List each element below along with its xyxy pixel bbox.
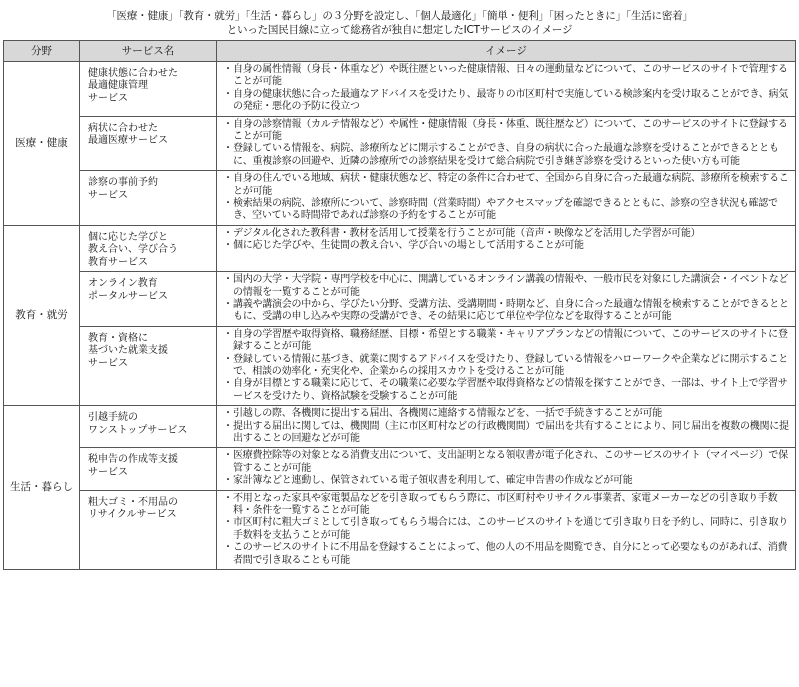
bullet-text: 引越しの際、各機関に提出する届出、各機関に連絡する情報などを、一括で手続きすることが可能: [233, 408, 662, 420]
description-bullet: [223, 542, 791, 567]
image-description-cell: [217, 62, 796, 117]
service-name-cell: [80, 272, 217, 327]
table-row: [4, 272, 796, 327]
description-bullet: [223, 274, 791, 299]
service-name-line: 診察の事前予約: [88, 177, 158, 189]
service-name-line: 最適医療サービス: [88, 135, 168, 147]
bullet-mark: ・: [223, 118, 233, 130]
document-caption: [3, 0, 796, 40]
header-image: イメージ: [217, 41, 796, 62]
category-cell: 生活・暮らし: [4, 406, 80, 570]
service-name-line: 引越手続の: [88, 412, 138, 424]
bullet-text: 提出する届出に関しては、機関間（主に市区町村などの行政機関間）で届出を共有することにより、同じ届出を複数の機関に提出することの回避などが可能: [233, 420, 789, 444]
table-row: [4, 406, 796, 448]
image-description-cell: [217, 225, 796, 271]
bullet-text: このサービスのサイトに不用品を登録することによって、他の人の不用品を閲覧でき、自分にとって必要なものがあれば、消費者間で引き取ることも可能: [233, 542, 788, 566]
service-name-cell: [80, 62, 217, 117]
image-description-cell: [217, 326, 796, 405]
ict-services-table: [3, 40, 796, 570]
image-description-cell: [217, 171, 796, 226]
image-description-cell: [217, 406, 796, 448]
service-name-cell: [80, 448, 217, 490]
service-name-line: サービス: [88, 357, 128, 369]
bullet-mark: ・: [223, 298, 233, 310]
bullet-mark: ・: [223, 328, 233, 340]
service-name-line: ポータルサービス: [88, 290, 168, 302]
description-bullet: [223, 475, 791, 487]
bullet-mark: ・: [223, 173, 233, 185]
bullet-mark: ・: [223, 475, 233, 487]
category-cell: 医療・健康: [4, 62, 80, 226]
bullet-text: 自身の住んでいる地域、病状・健康状態など、特定の条件に合わせて、全国から自身に合った最適な病院、診療所を検索することが可能: [233, 173, 789, 197]
bullet-mark: ・: [223, 492, 233, 504]
bullet-mark: ・: [223, 198, 233, 210]
service-name-cell: [80, 225, 217, 271]
description-bullet: [223, 299, 791, 324]
bullet-text: 講義や講演会の中から、学びたい分野、受講方法、受講期間・時期など、自身に合った最適な情報を検索することができるとともに、受講の申し込みや実際の受講ができ、その結果に応じて単位や学位などを取得することが可能: [233, 298, 789, 323]
service-name-line: サービス: [88, 92, 128, 104]
service-name-line: 教え合い、学び合う: [88, 244, 178, 256]
table-row: [4, 448, 796, 490]
image-description-cell: [217, 490, 796, 569]
service-name-cell: [80, 326, 217, 405]
bullet-text: 自身の属性情報（身長・体重など）や既往歴といった健康情報、日々の運動量などについて、このサービスのサイトで管理することが可能: [233, 64, 788, 88]
category-cell: 教育・就労: [4, 225, 80, 405]
service-name-line: 税申告の作成等支援: [88, 454, 178, 466]
table-header-row: [4, 41, 796, 62]
caption-line-1: 「医療・健康」「教育・就労」「生活・暮らし」の３分野を設定し、「個人最適化」「簡単・便利」「困ったときに」「生活に密着」: [106, 10, 693, 22]
bullet-mark: ・: [223, 64, 233, 75]
service-name-line: サービス: [88, 466, 128, 478]
image-description-cell: [217, 116, 796, 171]
service-name-line: ワンストップサービス: [88, 424, 188, 436]
service-name-line: リサイクルサービス: [88, 509, 177, 520]
description-bullet: [223, 329, 791, 354]
bullet-text: 不用となった家具や家電製品などを引き取ってもらう際に、市区町村やリサイクル事業者、家電メーカーなどの引き取り手数料・条件を一覧することが可能: [233, 492, 778, 516]
description-bullet: [223, 89, 791, 114]
bullet-mark: ・: [223, 353, 233, 365]
description-bullet: [223, 228, 791, 240]
description-bullet: [223, 64, 791, 89]
description-bullet: [223, 493, 791, 518]
bullet-text: 個に応じた学びや、生徒間の教え合い、学び合いの場として活用することが可能: [233, 240, 584, 252]
bullet-mark: ・: [223, 420, 233, 432]
description-bullet: [223, 119, 791, 144]
service-name-cell: [80, 171, 217, 226]
service-name-line: オンライン教育: [88, 278, 158, 290]
table-row: [4, 326, 796, 405]
description-bullet: [223, 421, 791, 446]
service-name-line: 個に応じた学びと: [88, 231, 168, 243]
bullet-text: 市区町村に粗大ゴミとして引き取ってもらう場合には、このサービスのサイトを通じて引き取り日を予約し、同時に、引き取り手数料を支払うことが可能: [233, 517, 789, 541]
service-name-line: 教育サービス: [88, 256, 148, 268]
header-category: 分野: [4, 41, 80, 62]
header-service: サービス名: [80, 41, 217, 62]
image-description-cell: [217, 272, 796, 327]
description-bullet: [223, 450, 791, 475]
service-name-line: サービス: [88, 189, 128, 201]
service-name-line: 教育・資格に: [88, 332, 148, 344]
bullet-mark: ・: [223, 408, 233, 420]
bullet-mark: ・: [223, 378, 233, 390]
description-bullet: [223, 143, 791, 168]
table-body: [4, 62, 796, 570]
bullet-mark: ・: [223, 240, 233, 252]
description-bullet: [223, 173, 791, 198]
bullet-text: 自身の健康状態に合った最適なアドバイスを受けたり、最寄りの市区町村で実施している検診案内を受け取ることができ、病気の発症・悪化の予防に役立つ: [233, 88, 789, 113]
bullet-mark: ・: [223, 143, 233, 155]
service-name-line: 粗大ゴミ・不用品の: [88, 496, 178, 508]
bullet-text: デジタル化された教科書・教材を活用して授業を行うことが可能（音声・映像などを活用した学習が可能）: [233, 227, 701, 239]
bullet-text: 自身が目標とする職業に応じて、その職業に必要な学習歴や取得資格などの情報を探すことができ、一部は、サイト上で学習サービスを受けたり、資格試験を受験することが可能: [233, 378, 788, 402]
description-bullet: [223, 408, 791, 420]
bullet-mark: ・: [223, 450, 233, 462]
bullet-mark: ・: [223, 517, 233, 529]
bullet-text: 検索結果の病院、診療所について、診察時間（営業時間）やアクセスマップを確認できるとともに、診察の空き状況も確認でき、空いている時間帯であれば診察の予約をすることが可能: [233, 198, 778, 222]
image-description-cell: [217, 448, 796, 490]
service-name-line: 健康状態に合わせた: [88, 68, 178, 79]
bullet-text: 登録している情報に基づき、就業に関するアドバイスを受けたり、登録している情報をハローワークや企業などに開示することで、相談の効率化・充実化や、企業からの採用スカウトを受けることが可能: [233, 353, 789, 377]
service-name-cell: [80, 406, 217, 448]
bullet-mark: ・: [223, 227, 233, 239]
bullet-text: 医療費控除等の対象となる消費支出について、支出証明となる領収書が電子化され、このサービスのサイト（マイページ）で保管することが可能: [233, 450, 788, 474]
bullet-text: 自身の学習歴や取得資格、職務経歴、目標・希望とする職業・キャリアプランなどの情報について、このサービスのサイトに登録することが可能: [233, 328, 788, 353]
description-bullet: [223, 240, 791, 252]
description-bullet: [223, 378, 791, 403]
service-name-line: 最適健康管理: [88, 80, 148, 92]
bullet-mark: ・: [223, 274, 233, 286]
table-row: [4, 62, 796, 117]
bullet-text: 登録している情報を、病院、診療所などに開示することができ、自身の病状に合った最適な診察を受けることができるとともに、重複診察の回避や、近隣の診療所での診察結果を受けて総合病院で引き継ぎ診察を受けるといった使い方も可能: [233, 143, 779, 167]
bullet-mark: ・: [223, 88, 233, 100]
table-row: [4, 171, 796, 226]
description-bullet: [223, 354, 791, 379]
service-name-line: 病状に合わせた: [88, 122, 158, 134]
table-row: [4, 225, 796, 271]
description-bullet: [223, 198, 791, 223]
table-row: [4, 116, 796, 171]
bullet-text: 家計簿などと連動し、保管されている電子領収書を利用して、確定申告書の作成などが可能: [233, 475, 633, 487]
table-row: [4, 490, 796, 569]
caption-line-2: といった国民目線に立って総務省が独自に想定したICTサービスのイメージ: [226, 24, 573, 36]
description-bullet: [223, 517, 791, 542]
service-name-line: 基づいた就業支援: [88, 345, 168, 357]
service-name-cell: [80, 490, 217, 569]
bullet-text: 国内の大学・大学院・専門学校を中心に、開講しているオンライン講義の情報や、一般市民を対象にした講演会・イベントなどの情報を一覧することが可能: [233, 274, 789, 298]
service-name-cell: [80, 116, 217, 171]
bullet-mark: ・: [223, 542, 233, 554]
bullet-text: 自身の診察情報（カルテ情報など）や属性・健康情報（身長・体重、既往歴など）について、このサービスのサイトに登録することが可能: [233, 118, 788, 143]
